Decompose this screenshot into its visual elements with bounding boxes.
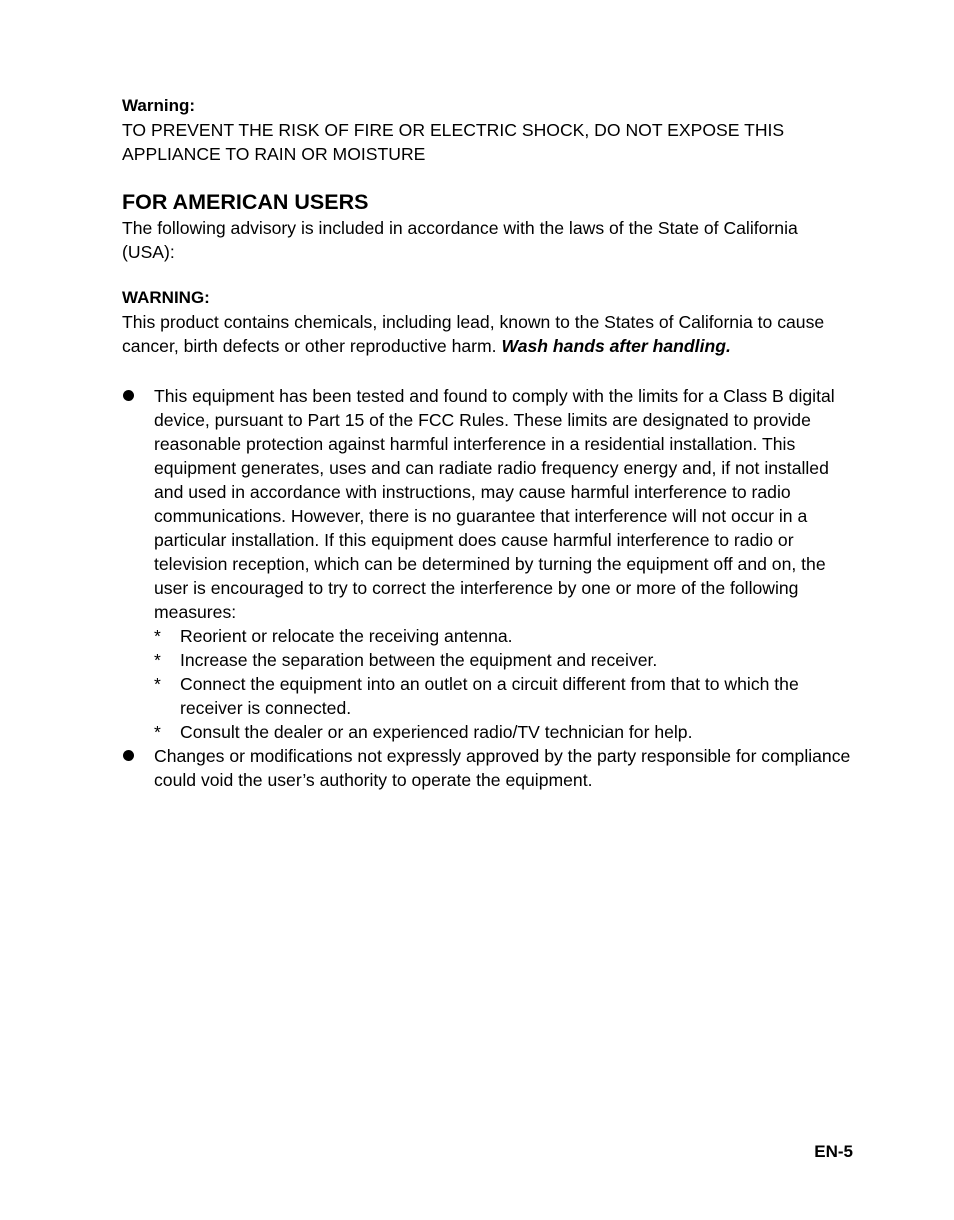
asterisk-marker: * [154, 650, 161, 670]
california-advisory-text: The following advisory is included in accordance with the laws of the State of California (USA): [122, 218, 798, 262]
california-warning-label: WARNING: [122, 288, 210, 307]
measure-item [154, 624, 854, 648]
fcc-compliance-text: This equipment has been tested and found to comply with the limits for a Class B digital device, pursuant to Part 15 of the FCC Rules. These limits are designated to provide reasonable protection against harmful interference in a residential installation. This equipment generates, uses and can radiate radio frequency energy and, if not installed and used in accordance with instructions, may cause harmful interference to radio communications. However, there is no guarantee that interference will not occur in a particular installation. If this equipment does cause harmful interference to radio or television reception, which can be determined by turning the equipment off and on, the user is encouraged to try to correct the interference by one or more of the following measures: [154, 386, 835, 622]
asterisk-marker: * [154, 674, 161, 694]
bullet-dot-icon [123, 750, 134, 761]
measure-item [154, 672, 854, 720]
measure-item [154, 720, 854, 744]
measure-text: Connect the equipment into an outlet on a circuit different from that to which the receiver is connected. [180, 674, 799, 718]
fcc-bullet-item [122, 384, 854, 744]
document-page [122, 94, 854, 792]
bullet-dot-icon [123, 390, 134, 401]
page-number: EN-5 [814, 1142, 853, 1161]
modifications-warning-text: Changes or modifications not expressly approved by the party responsible for compliance could void the user’s authority to operate the equipment. [154, 746, 851, 790]
asterisk-marker: * [154, 626, 161, 646]
section-heading-american-users: FOR AMERICAN USERS [122, 190, 369, 214]
measure-item [154, 648, 854, 672]
measure-text: Consult the dealer or an experienced radio/TV technician for help. [180, 722, 693, 742]
fcc-bullet-item [122, 744, 854, 792]
warning-text: TO PREVENT THE RISK OF FIRE OR ELECTRIC SHOCK, DO NOT EXPOSE THIS APPLIANCE TO RAIN OR MOISTURE [122, 120, 785, 164]
fcc-bullet-list [122, 384, 854, 792]
warning-label: Warning: [122, 96, 196, 115]
california-warning-text [122, 310, 854, 358]
wash-hands-emphasis: Wash hands after handling. [501, 336, 731, 356]
california-warning-body: This product contains chemicals, including lead, known to the States of California to cause cancer, birth defects or other reproductive harm. [122, 312, 825, 356]
measure-text: Reorient or relocate the receiving antenna. [180, 626, 513, 646]
measure-text: Increase the separation between the equipment and receiver. [180, 650, 658, 670]
asterisk-marker: * [154, 722, 161, 742]
interference-measures-list [154, 624, 854, 744]
